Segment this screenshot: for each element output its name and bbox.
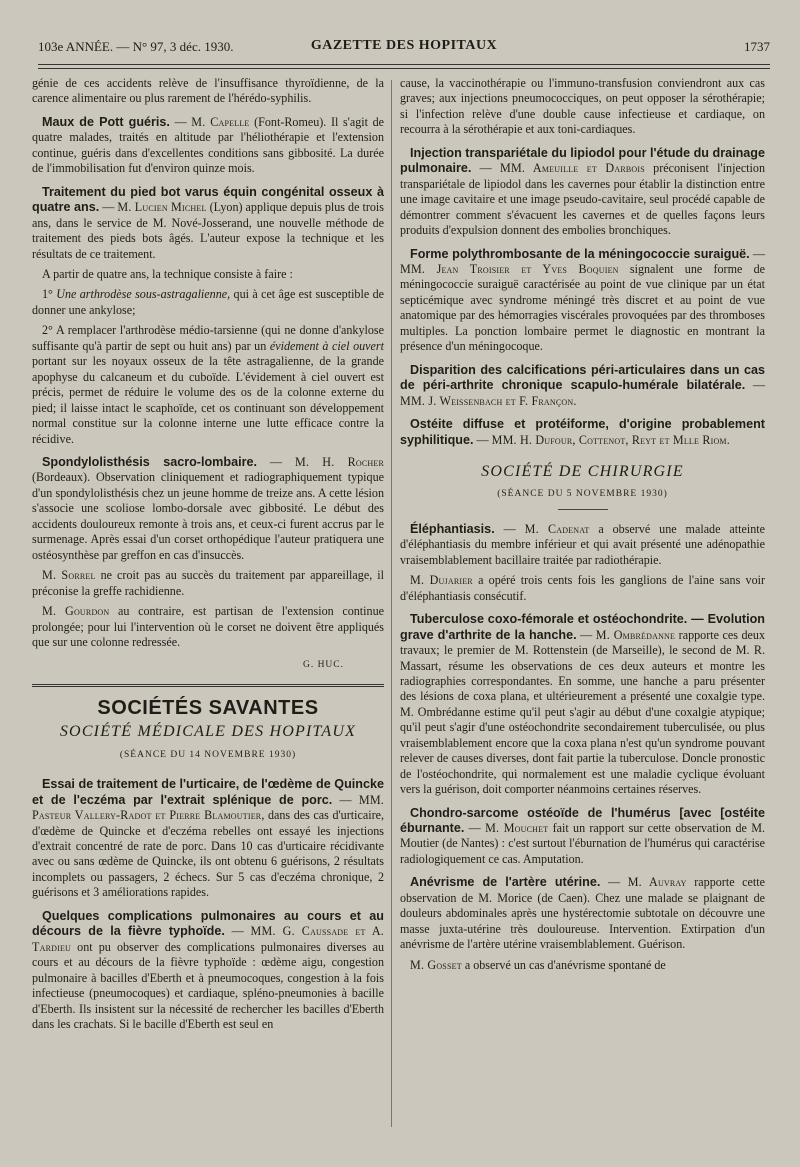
issue-info: 103e ANNÉE. — N° 97, 3 déc. 1930. bbox=[38, 39, 234, 54]
paragraph: A partir de quatre ans, la technique consiste à faire : bbox=[42, 266, 293, 281]
article-title: Traitement du pied bot varus équin congénital osseux à quatre ans. bbox=[32, 184, 384, 215]
article-title: Essai de traitement de l'urticaire, de l'œdème de Quincke et de l'eczéma par l'extrait splénique de porc. bbox=[32, 777, 384, 807]
article-urticaire: Essai de traitement de l'urticaire, de l'œdème de Quincke et de l'eczéma par l'extrait splénique de porc. — MM. Pasteur Vallery-Radot et Pierre Blamoutier, dans des cas d'urticaire, d'œdème de Quincke et d'eczéma rebelles ont essayé les injections d'extrait concentré de rate de porc. Dans 10 cas d'urticaire récidivante avec ou sans œdème de Quincke, ils ont obtenu 6 guérisons, 2 résultats incomplets ou passagers, 2 échecs. Sur 5 cas d'eczéma chronique, 2 guérisons et 3 améliorations rapides. bbox=[32, 777, 384, 900]
article-title: Quelques complications pulmonaires au cours et au décours de la fièvre typhoïde. bbox=[32, 908, 384, 939]
article-title: Injection transpariétale du lipiodol pour l'étude du drainage pulmonaire. bbox=[400, 145, 765, 176]
article-body: (Font-Romeu). Il s'agit de quatre malades, traités en altitude par l'héliothérapie et l'extension continue, guéris dans d'excellentes conditions sans gibbosité. La durée de l'immobilisation fut d'environ quinze mois. bbox=[32, 114, 384, 176]
article-author: M. Ombrédanne bbox=[595, 627, 676, 642]
article-body: préconisent l'injection transpariétale de lipiodol dans les cavernes pour établir la distinction entre une image cavitaire et une image pseudo-cavitaire, seul procédé capable de démontrer comment s'évacuent les cavernes et de quelles façons leurs produits d'expulsion donnent des embolies bronchiques. bbox=[400, 161, 765, 238]
article-spondylolisthesis: Spondylolisthésis sacro-lombaire. — M. H. Rocher (Bordeaux). Observation cliniquement et radiographiquement typique d'un spondylolisthésis chez un jeune homme de treize ans. A cette lésion s'associe une scoliose lombo-dorsale avec gibbosité. Le début des accidents douloureux remonte à trois ans, et ceux-ci furent accrus par le surmenage. Après essai d'un corset orthopédique l'auteur pratiquera une ostéosynthèse par greffon en cas d'insuccès. bbox=[32, 454, 384, 562]
article-author: M. Gosset bbox=[410, 957, 462, 972]
paragraph bbox=[32, 287, 384, 318]
text: a observé un cas d'anévrisme spontané de bbox=[461, 957, 666, 972]
header-rule-double bbox=[38, 68, 770, 69]
article-title: Ostéite diffuse et protéiforme, d'origine probablement syphilitique. bbox=[400, 417, 765, 447]
society-title: SOCIÉTÉ DE CHIRURGIE bbox=[481, 462, 684, 480]
article-elephantiasis: Éléphantiasis. — M. Cadenat a observé une malade atteinte d'éléphantiasis du membre inférieur et qui avait présenté une adénopathie vraisemblablement bacillaire traitée par radiothérapie. bbox=[400, 521, 765, 567]
article-title: Anévrisme de l'artère utérine. bbox=[410, 875, 601, 890]
article-title: Tuberculose coxo-fémorale et ostéochondrite. — Evolution grave d'arthrite de la hanche. bbox=[400, 612, 765, 642]
paragraph bbox=[32, 604, 384, 650]
article-pott: Maux de Pott guéris. — M. Capelle (Font-Romeu). Il s'agit de quatre malades, traités en altitude par l'héliothérapie et l'extension continue, guéris dans d'excellentes conditions sans gibbosité. La durée de l'immobilisation fut d'environ quinze mois. bbox=[32, 114, 384, 176]
header-rule bbox=[38, 64, 770, 65]
running-header bbox=[38, 36, 770, 58]
article-author: MM. Pasteur Vallery-Radot et Pierre Blamoutier bbox=[32, 792, 384, 823]
paragraph bbox=[400, 958, 765, 973]
signature: G. HUC. bbox=[302, 660, 344, 671]
left-column bbox=[32, 76, 384, 1037]
paragraph bbox=[32, 568, 384, 599]
article-body: fait un rapport sur cette observation de M. Moutier (de Nantes) : c'est surtout l'éburnation de l'humérus qui caractérise radiologiquement ce cas. Amputation. bbox=[400, 821, 765, 866]
article-title: Maux de Pott guéris. bbox=[42, 114, 170, 129]
column-divider bbox=[391, 80, 392, 1127]
paragraph bbox=[400, 573, 765, 604]
article-title: Forme polythrombosante de la méningococcie suraiguë. bbox=[410, 246, 750, 261]
article-body: a observé une malade atteinte d'éléphantiasis du membre inférieur et qui avait présenté une adénopathie vraisemblablement bacillaire traitée par radiothérapie. bbox=[400, 521, 765, 567]
article-title: Disparition des calcifications péri-articulaires dans un cas de péri-arthrite chronique scapulo-humérale bilatérale. bbox=[400, 362, 765, 393]
italic-text: évidement à ciel ouvert bbox=[269, 338, 384, 353]
article-chondro-sarcome: Chondro-sarcome ostéoïde de l'humérus [avec [ostéite éburnante. — M. Mouchet fait un rapport sur cette observation de M. Moutier (de Nantes) : c'est surtout l'éburnation de l'humérus qui caractérise radiologiquement ce cas. Amputation. bbox=[400, 805, 765, 866]
article-author: M. Cadenat bbox=[524, 521, 590, 536]
text: qui à cet âge est susceptible de donner une ankylose; bbox=[32, 287, 384, 317]
continued-paragraph: génie de ces accidents relève de l'insuffisance thyroïdienne, de la carence alimentaire ou plus rarement de l'hérédo-syphilis. bbox=[32, 76, 384, 106]
article-meningococcie: Forme polythrombosante de la méningococcie suraiguë. — MM. Jean Troisier et Yves Boquien signalent une forme de méningococcie suraiguë caractérisée au point de vue clinique par un état septicémique avec syndrome méningé très discret et au point de vue anatomique par des hémorragies viscérales provoquées par des thromboses multiples. La ponction lombaire permet le diagnostic en montrant la présence d'un méningocoque. bbox=[400, 246, 765, 354]
article-author: M. H. Rocher bbox=[294, 454, 384, 469]
continued-paragraph: cause, la vaccinothérapie ou l'immuno-transfusion conviendront aux cas graves; aux injections pneumococciques, on peut opposer la sérothérapie; si l'infection relève d'une double cause infectieuse et cardiaque, on recourra à la sérothérapie et aux toni-cardiaques. bbox=[400, 76, 765, 137]
article-title: Spondylolisthésis sacro-lombaire. bbox=[42, 454, 257, 469]
article-body: signalent une forme de méningococcie suraiguë caractérisée au point de vue clinique par un état septicémique avec syndrome méningé très discret et au point de vue anatomique par des hémorragies viscérales provoquées par des thromboses multiples. La ponction lombaire permet le diagnostic en montrant la présence d'un méningocoque. bbox=[400, 261, 765, 354]
text: ne croit pas au succès du traitement par appareillage, il préconise la greffe rachidienne. bbox=[32, 568, 384, 598]
italic-text: Une arthrodèse sous-astragalienne, bbox=[56, 287, 231, 302]
text: au contraire, est partisan de l'extension continue prolongée; pour lui l'intervention où le corset ne doivent être appliqués que sur une colonne redressée. bbox=[32, 604, 384, 649]
text: portant sur les noyaux osseux de la tête astragalienne, de la grande apophyse du calcaneum et du cuboïde. L'évidement à ciel ouvert est précis, permet de réduire le volume des os de la colonne externe du pied; il laisse intact le scaphoïde, cet os continuant son développement normal constitue sur la colonne interne une lutte efficace contre la récidive. bbox=[32, 354, 384, 446]
section-rule bbox=[558, 509, 608, 510]
article-author: MM. Ameuille et Darbois bbox=[499, 161, 645, 176]
text: 2° A remplacer l'arthrodèse médio-tarsienne (qui ne donne d'ankylose suffisante qu'à partir de sept ou huit ans) par un bbox=[32, 323, 384, 353]
text: 1° bbox=[42, 287, 57, 302]
article-author: M. Auvray bbox=[627, 875, 687, 890]
article-author: MM. J. Weissenbach et F. Françon. bbox=[400, 393, 577, 408]
article-title: Éléphantiasis. bbox=[410, 521, 495, 536]
session-date: (SÉANCE DU 5 NOVEMBRE 1930) bbox=[497, 489, 668, 500]
article-body: , dans des cas d'urticaire, d'œdème de Quincke et d'eczéma rebelles ont essayé les injections d'extrait concentré de rate de porc. Dans 10 cas d'urticaire récidivante avec ou sans œdème de Quincke, ils ont obtenu 6 guérisons, 2 résultats incomplets ou passagers, 2 échecs. Sur 5 cas d'eczéma chronique, 2 guérisons et 3 améliorations rapides. bbox=[32, 808, 384, 900]
article-body: (Bordeaux). Observation cliniquement et radiographiquement typique d'un spondylolisthésis chez un jeune homme de treize ans. A cette lésion s'associe une scoliose lombo-dorsale avec gibbosité. Le début des accidents douloureux remonte à trois ans, et ceux-ci furent accrus par le surmenage. Après essai d'un corset orthopédique l'auteur pratiquera une ostéosynthèse par greffon en cas d'insuccès. bbox=[32, 470, 384, 562]
article-author: MM. H. Dufour, Cottenot, Reyt et Mlle Riom. bbox=[491, 432, 730, 447]
session-date: (SÉANCE DU 14 NOVEMBRE 1930) bbox=[119, 749, 297, 760]
article-body: rapporte cette observation de M. Morice (de Caen). Chez une malade se plaignant de douleurs abdominales après une hystérectomie subtotale on découvre une masse juxta-utérine très douloureuse. Intervention. Extirpation d'un anévrisme de l'artère utérine vraisemblablement. Guérison. bbox=[400, 875, 765, 952]
journal-title: GAZETTE DES HOPITAUX bbox=[310, 38, 498, 53]
article-author: M. Capelle bbox=[191, 114, 250, 129]
article-body: ont pu observer des complications pulmonaires diverses au cours et au décours de la fièvre typhoïde : œdème aigu, congestion pulmonaire à bacilles d'Eberth et à pneumocoques, congestion à la fois infectieuse (pneumocoques) et cardiaque, spléno-pneumonies à bacille d'Eberth. Ils insistent sur la nécessité de rechercher les bacilles d'Eberth dans les crachats. Si le bacille d'Eberth est seul en bbox=[32, 939, 384, 1032]
article-author: M. Gourdon bbox=[42, 604, 110, 619]
page-number: 1737 bbox=[744, 39, 770, 54]
article-title: Chondro-sarcome ostéoïde de l'humérus [avec [ostéite éburnante. bbox=[400, 805, 765, 836]
text: a opéré trois cents fois les ganglions de l'aine sans voir d'éléphantiasis consécutif. bbox=[400, 573, 766, 603]
article-typhoide: Quelques complications pulmonaires au cours et au décours de la fièvre typhoïde. — MM. G. Caussade et A. Tardieu ont pu observer des complications pulmonaires diverses au cours et au décours de la fièvre typhoïde : œdème aigu, congestion pulmonaire à bacilles d'Eberth et à pneumocoques, congestion à la fois infectieuse (pneumocoques) et cardiaque, spléno-pneumonies à bacille d'Eberth. Ils insistent sur la nécessité de rechercher les bacilles d'Eberth dans les crachats. Si le bacille d'Eberth est seul en bbox=[32, 908, 385, 1032]
article-pied-bot: Traitement du pied bot varus équin congénital osseux à quatre ans. — M. Lucien Michel (Lyon) applique depuis plus de trois ans, dans le service de M. Nové-Josserand, une nouvelle méthode de traitement des pieds bots âgés. L'auteur expose la technique et les résultats de ce traitement. bbox=[32, 184, 384, 261]
article-author: MM. G. Caussade et A. Tardieu bbox=[32, 924, 385, 954]
right-column bbox=[400, 76, 765, 978]
article-author: M. Mouchet bbox=[485, 821, 549, 836]
article-tuberculose: Tuberculose coxo-fémorale et ostéochondrite. — Evolution grave d'arthrite de la hanche. — M. Ombrédanne rapporte ces deux travaux; le premier de M. Rottenstein (de Marseille), le second de M. R. Massart, résume les observations de ces deux auteurs et montre les radiographies correspondantes. En somme, une hanche a paru présenter des lésions de coxa plana, et ultérieurement a présenté une coxalgie type. M. Ombrédanne estime qu'il peut s'agir au début d'une coxalgie atypique; qu'il peut s'agir d'une ostéochondrite secondairement tuberculisée, ou plus vraisemblablement encore que la coxa plana n'est qu'un syndrome pouvant relever de causes diverses, dont fait partie la tuberculose. Doncle pronostic de l'ostéochondrite, qui normalement est une maladie cyclique évoluant vers la guérison, doit comporter néanmoins certaines réserves. bbox=[400, 612, 766, 797]
section-title: SOCIÉTÉS SAVANTES bbox=[32, 684, 384, 716]
article-author: M. Sorrel bbox=[42, 568, 96, 583]
article-lipiodol: Injection transpariétale du lipiodol pour l'étude du drainage pulmonaire. — MM. Ameuille et Darbois préconisent l'injection transpariétale de lipiodol dans les cavernes pour établir la distinction entre une image cavitaire et une image pseudo-cavitaire, seul procédé capable de démontrer comment s'évacuent les cavernes et de quelles façons leurs produits d'expulsion donnent des embolies bronchiques. bbox=[400, 145, 765, 238]
society-title: SOCIÉTÉ MÉDICALE DES HOPITAUX bbox=[59, 723, 357, 741]
article-body: (Lyon) applique depuis plus de trois ans, dans le service de M. Nové-Josserand, une nouvelle méthode de traitement des pieds bots âgés. L'auteur expose la technique et les résultats de ce traitement. bbox=[32, 200, 384, 261]
article-calcifications: Disparition des calcifications péri-articulaires dans un cas de péri-arthrite chronique scapulo-humérale bilatérale. — MM. J. Weissenbach et F. Françon. bbox=[400, 362, 765, 408]
article-body: rapporte ces deux travaux; le premier de M. Rottenstein (de Marseille), le second de M. R. Massart, résume les observations de ces deux auteurs et montre les radiographies correspondantes. En somme, une hanche a paru présenter des lésions de coxa plana, et ultérieurement a présenté une coxalgie type. M. Ombrédanne estime qu'il peut s'agir au début d'une coxalgie atypique; qu'il peut s'agir d'une ostéochondrite secondairement tuberculisée, ou plus vraisemblablement encore que la coxa plana n'est qu'un syndrome pouvant relever de causes diverses, dont fait partie la tuberculose. Doncle pronostic de l'ostéochondrite, qui normalement est une maladie cyclique évoluant vers la guérison, doit comporter néanmoins certaines réserves. bbox=[400, 627, 766, 797]
article-osteite: Ostéite diffuse et protéiforme, d'origine probablement syphilitique. — MM. H. Dufour, Cottenot, Reyt et Mlle Riom. bbox=[400, 417, 765, 447]
paragraph bbox=[32, 323, 384, 447]
article-author: M. Dujarier bbox=[410, 573, 473, 588]
article-anevrisme: Anévrisme de l'artère utérine. — M. Auvray rapporte cette observation de M. Morice (de Caen). Chez une malade se plaignant de douleurs abdominales après une hystérectomie subtotale on découvre une masse juxta-utérine très douloureuse. Intervention. Extirpation d'un anévrisme de l'artère utérine vraisemblablement. Guérison. bbox=[400, 875, 765, 952]
article-author: M. Lucien Michel bbox=[117, 200, 207, 215]
article-author: MM. Jean Troisier et Yves Boquien bbox=[400, 261, 619, 276]
